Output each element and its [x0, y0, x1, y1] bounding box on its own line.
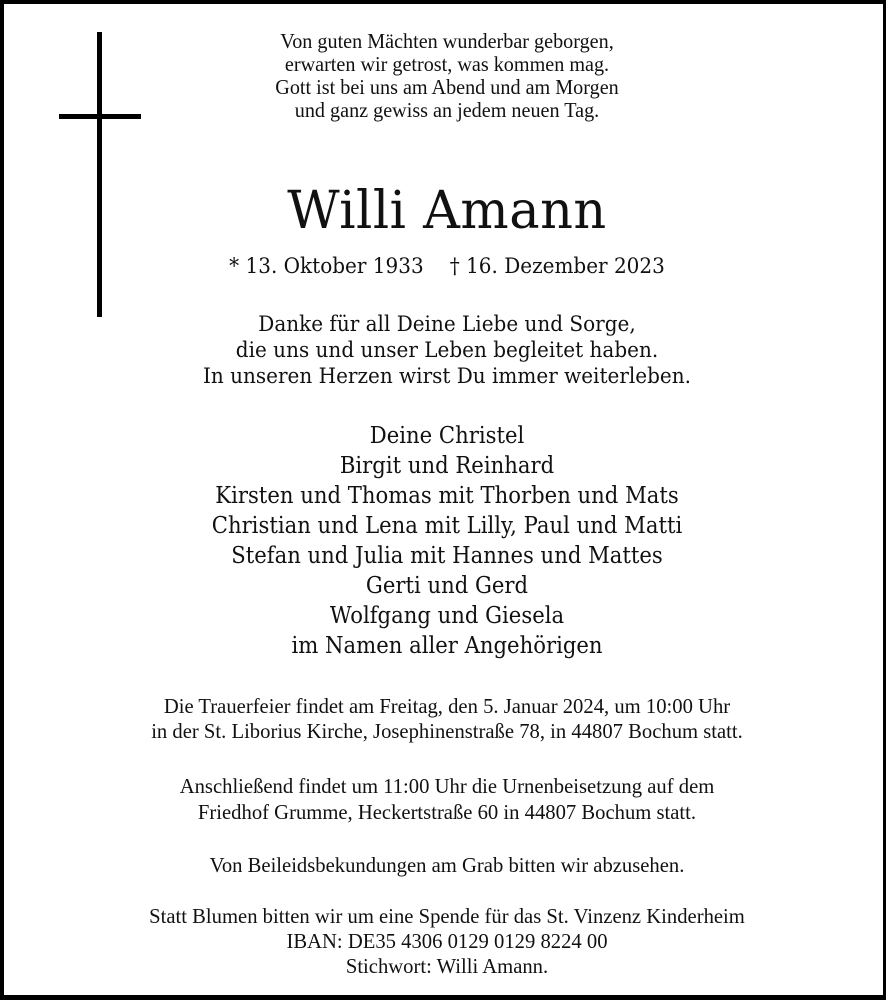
condolence-line: Von Beileidsbekundungen am Grab bitten wir abzusehen.	[209, 853, 685, 877]
mourner-line: Kirsten und Thomas mit Thorben und Mats	[215, 483, 679, 509]
mourner-line: Deine Christel	[369, 423, 525, 449]
poem-line: Gott ist bei uns am Abend und am Morgen	[275, 75, 619, 99]
poem-verse	[22, 30, 873, 122]
thanks-line: In unseren Herzen wirst Du immer weiterleben.	[203, 364, 691, 389]
condolence-note	[22, 852, 873, 878]
iban-line: IBAN: DE35 4306 0129 0129 8224 00	[286, 929, 608, 953]
mourners-list	[39, 421, 854, 661]
deceased-name: Willi Amann	[287, 181, 607, 241]
urn-burial-info	[22, 773, 873, 825]
mourner-line: Stefan und Julia mit Hannes und Mattes	[231, 543, 663, 569]
mourner-line: im Namen aller Angehörigen	[291, 633, 603, 659]
funeral-service-info	[22, 694, 873, 744]
thanks-text	[35, 312, 859, 390]
burial-line: Friedhof Grumme, Heckertstraße 60 in 44807 Bochum statt.	[197, 800, 697, 824]
mourner-line: Christian und Lena mit Lilly, Paul und Matti	[211, 513, 683, 539]
thanks-line: Danke für all Deine Liebe und Sorge,	[258, 312, 636, 337]
donation-info	[22, 904, 873, 979]
donation-line: Statt Blumen bitten wir um eine Spende für das St. Vinzenz Kinderheim	[149, 904, 745, 928]
mourner-line: Wolfgang und Giesela	[329, 603, 565, 629]
birth-date: * 13. Oktober 1933	[229, 254, 424, 279]
keyword-line: Stichwort: Willi Amann.	[345, 954, 549, 978]
death-date: † 16. Dezember 2023	[449, 254, 665, 279]
poem-line: und ganz gewiss an jedem neuen Tag.	[294, 98, 600, 122]
poem-line: erwarten wir getrost, was kommen mag.	[284, 52, 610, 76]
poem-line: Von guten Mächten wunderbar geborgen,	[280, 29, 614, 53]
burial-line: Anschließend findet um 11:00 Uhr die Urnenbeisetzung auf dem	[179, 774, 715, 798]
mourner-line: Birgit und Reinhard	[339, 453, 555, 479]
mourner-line: Gerti und Gerd	[365, 573, 529, 599]
life-dates	[35, 252, 859, 282]
ceremony-line: in der St. Liborius Kirche, Josephinenstraße 78, in 44807 Bochum statt.	[151, 719, 743, 743]
thanks-line: die uns und unser Leben begleitet haben.	[235, 338, 659, 363]
ceremony-line: Die Trauerfeier findet am Freitag, den 5. Januar 2024, um 10:00 Uhr	[163, 694, 731, 718]
